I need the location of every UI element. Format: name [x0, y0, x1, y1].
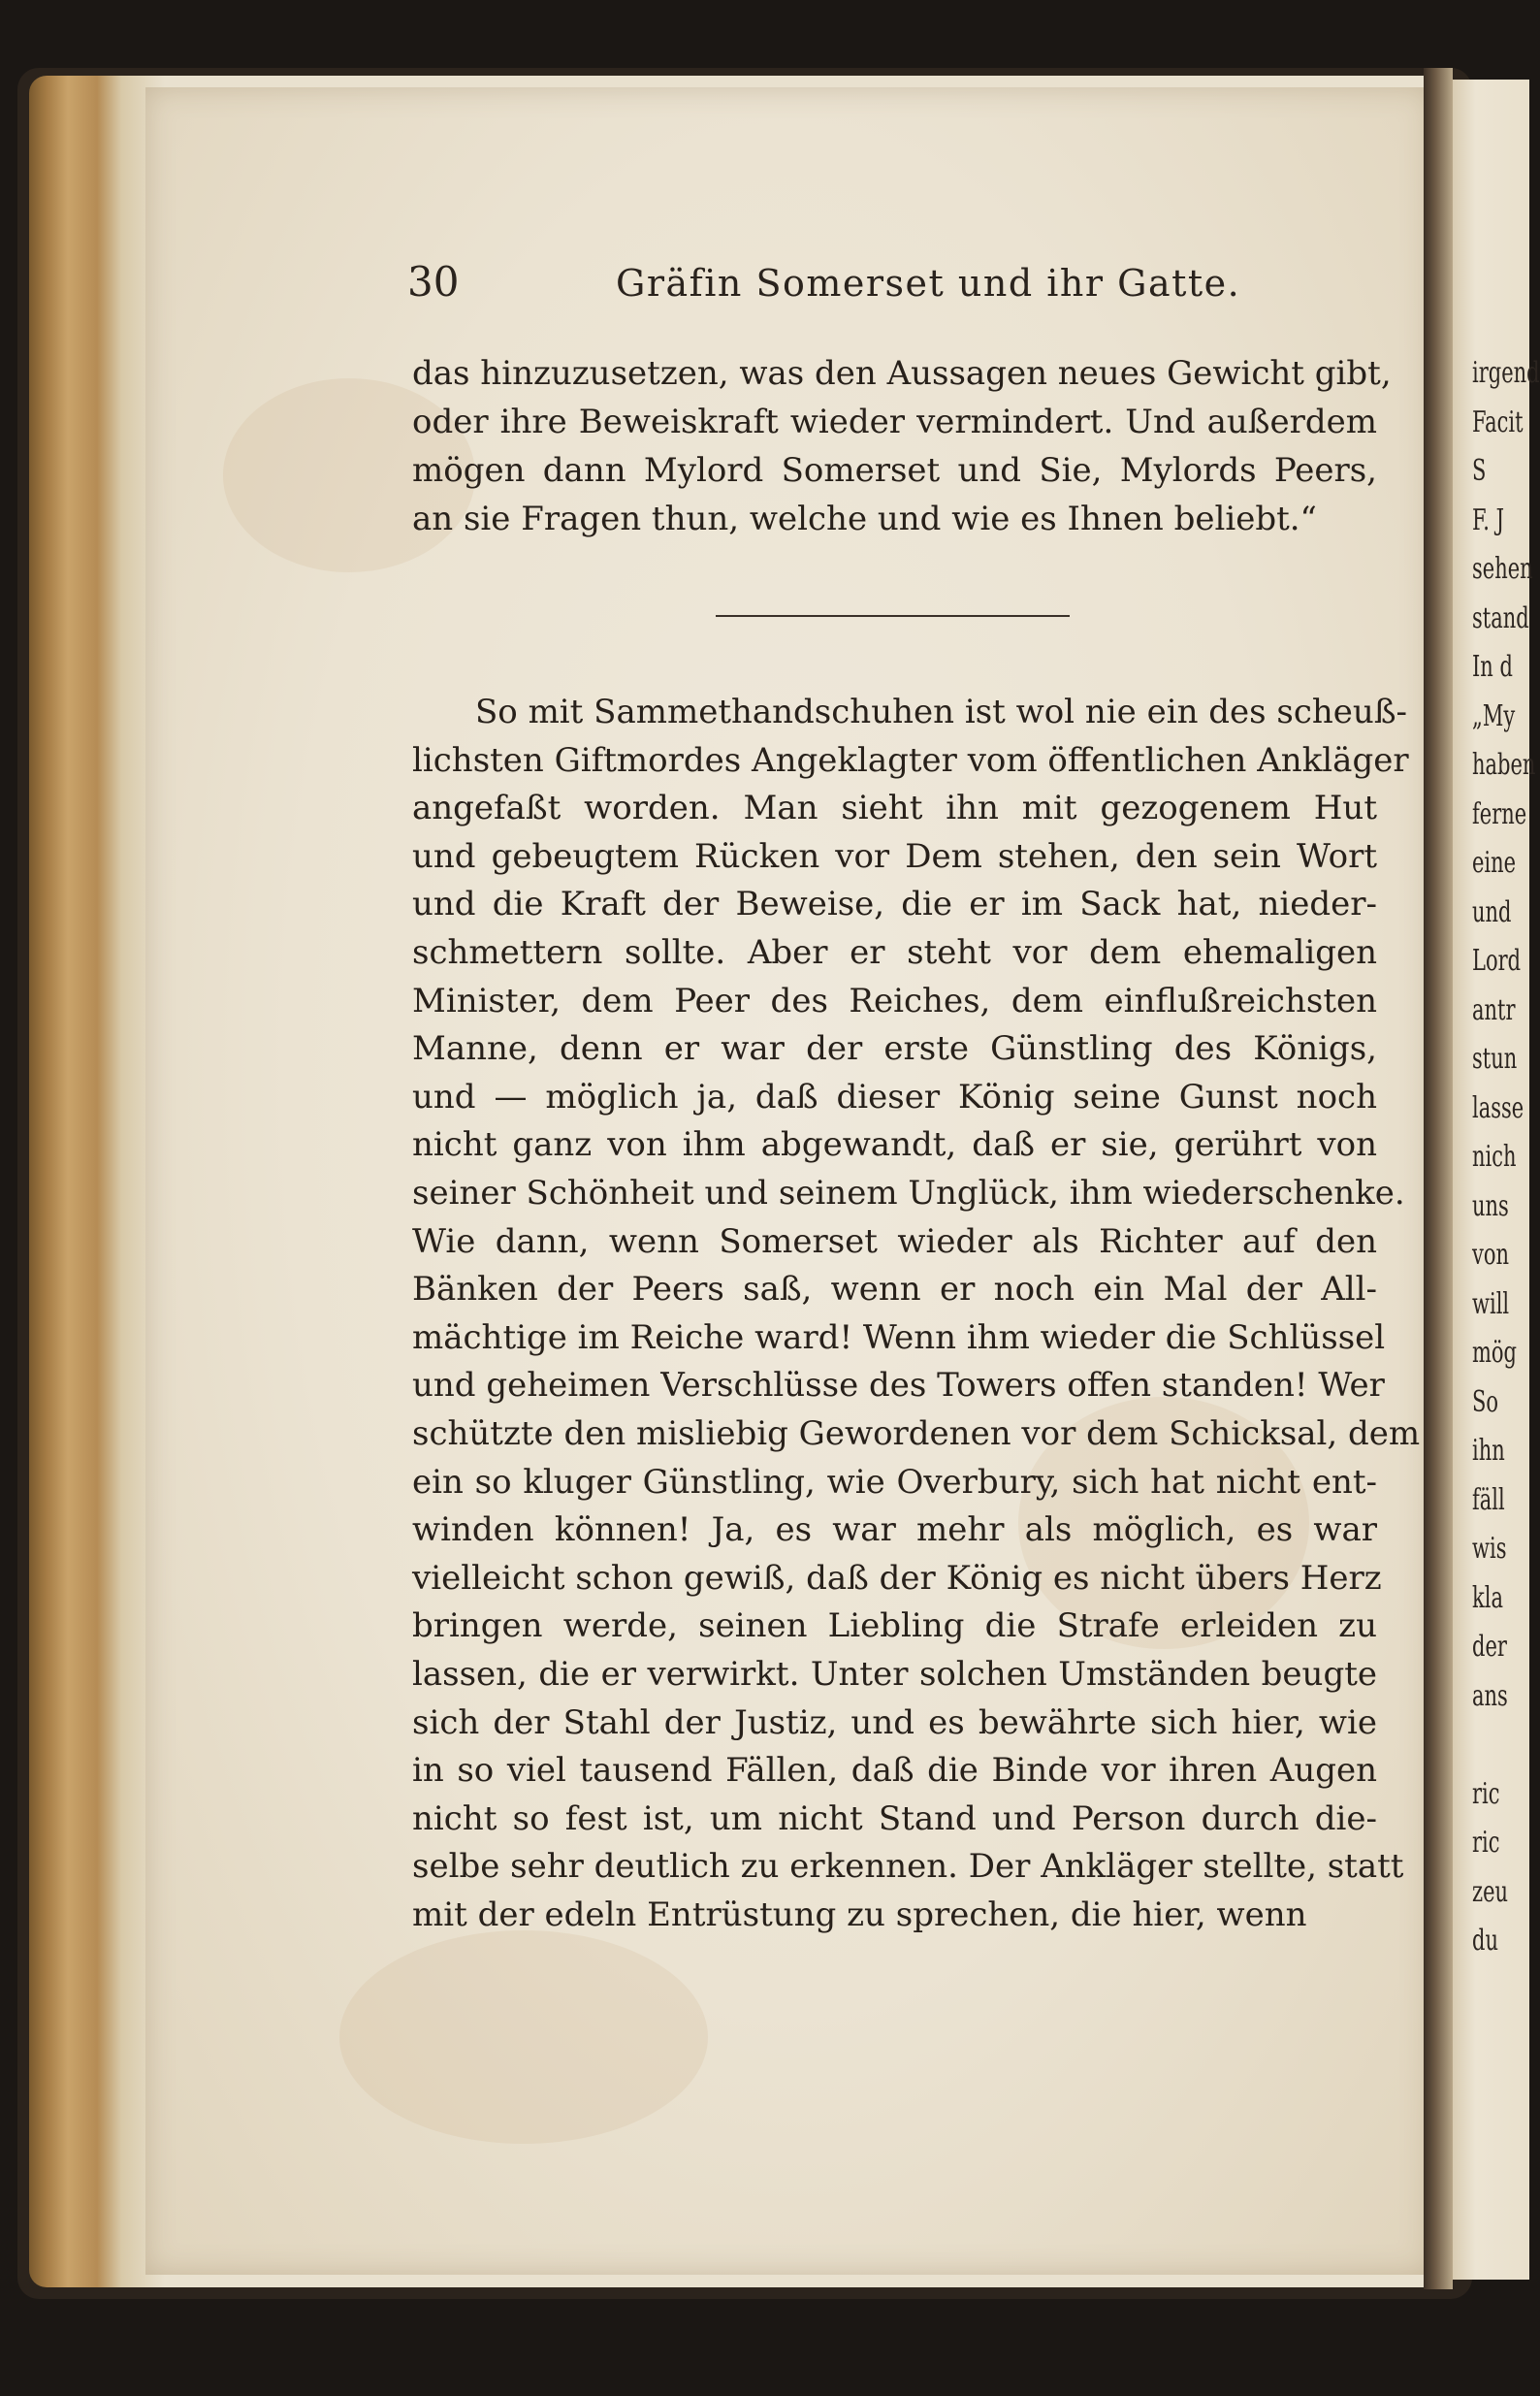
text-line: selbe sehr deutlich zu erkennen. Der Ankläger stellte, statt: [412, 1847, 1404, 1886]
next-page-fragment: uns: [1472, 1189, 1509, 1223]
text-line: und — möglich ja, daß dieser König seine Gunst noch: [412, 1078, 1377, 1117]
next-page-fragment: So: [1472, 1385, 1499, 1419]
text-line: angefaßt worden. Man sieht ihn mit gezogenem Hut: [412, 789, 1377, 827]
next-page-fragment: stun: [1472, 1042, 1518, 1076]
text-line: bringen werde, seinen Liebling die Strafe erleiden zu: [412, 1606, 1377, 1645]
book-gutter: [1424, 68, 1453, 2289]
text-line: sich der Stahl der Justiz, und es bewährte sich hier, wie: [412, 1703, 1377, 1742]
text-line: und die Kraft der Beweise, die er im Sack hat, nieder-: [412, 885, 1377, 923]
next-page-fragment: du: [1472, 1924, 1498, 1958]
next-page-fragment: ric: [1472, 1777, 1500, 1811]
running-title: Gräfin Somerset und ihr Gatte.: [616, 262, 1241, 305]
next-page-fragment: lasse: [1472, 1091, 1524, 1125]
next-page-fragment: wis: [1472, 1532, 1507, 1566]
next-page-fragment: kla: [1472, 1581, 1503, 1615]
next-page-fragment: der: [1472, 1630, 1507, 1664]
text-line: lassen, die er verwirkt. Unter solchen Umständen beugte: [412, 1655, 1377, 1694]
next-page-fragment: nich: [1472, 1140, 1517, 1174]
next-page-fragment: „My: [1472, 699, 1516, 733]
next-page-fragment: und: [1472, 895, 1512, 929]
next-page-fragment: In d: [1472, 650, 1513, 684]
right-page-edge: [1453, 80, 1540, 2280]
text-line: Minister, dem Peer des Reiches, dem einflußreichsten: [412, 982, 1377, 1020]
text-line: in so viel tausend Fällen, daß die Binde vor ihren Augen: [412, 1751, 1377, 1790]
section-divider: [716, 615, 1070, 617]
text-line: nicht ganz von ihm abgewandt, daß er sie, gerührt von: [412, 1125, 1377, 1164]
next-page-fragment: irgend: [1472, 356, 1540, 390]
text-line: Bänken der Peers saß, wenn er noch ein Mal der All-: [412, 1270, 1377, 1309]
next-page-fragment: S: [1472, 454, 1487, 488]
next-page-fragment: mög: [1472, 1336, 1518, 1370]
text-line: nicht so fest ist, um nicht Stand und Person durch die-: [412, 1799, 1377, 1838]
page-number: 30: [407, 258, 460, 306]
next-page-fragment: Facit: [1472, 405, 1524, 439]
text-line: Manne, denn er war der erste Günstling des Königs,: [412, 1029, 1377, 1068]
next-page-fragment: ans: [1472, 1679, 1508, 1713]
text-line: schmettern sollte. Aber er steht vor dem ehemaligen: [412, 933, 1377, 972]
next-page-fragment: ferne: [1472, 797, 1527, 831]
next-page-fragment: sehen: [1472, 552, 1533, 586]
text-line: mögen dann Mylord Somerset und Sie, Mylords Peers,: [412, 451, 1377, 490]
next-page-fragment: ihn: [1472, 1434, 1505, 1468]
text-line: So mit Sammethandschuhen ist wol nie ein des scheuß-: [475, 693, 1408, 731]
text-line: schützte den misliebig Gewordenen vor dem Schicksal, dem: [412, 1414, 1421, 1453]
text-line: winden können! Ja, es war mehr als möglich, es war: [412, 1510, 1377, 1549]
next-page-fragment: ric: [1472, 1826, 1500, 1860]
next-page-fragment: zeu: [1472, 1875, 1509, 1909]
text-line: oder ihre Beweiskraft wieder vermindert. Und außerdem: [412, 403, 1377, 441]
next-page-fragment: Lord: [1472, 944, 1522, 978]
text-line: Wie dann, wenn Somerset wieder als Richter auf den: [412, 1222, 1377, 1261]
next-page-fragment: stand: [1472, 601, 1529, 635]
text-line: ein so kluger Günstling, wie Overbury, sich hat nicht ent-: [412, 1463, 1377, 1502]
next-page-fragment: F. J: [1472, 503, 1505, 537]
next-page-fragment: will: [1472, 1287, 1510, 1321]
text-line: vielleicht schon gewiß, daß der König es nicht übers Herz: [412, 1559, 1382, 1598]
paper-stain: [339, 1930, 708, 2144]
next-page-fragment: fäll: [1472, 1483, 1505, 1517]
text-line: an sie Fragen thun, welche und wie es Ihnen beliebt.“: [412, 500, 1317, 538]
next-page-fragment: eine: [1472, 846, 1517, 880]
text-line: das hinzuzusetzen, was den Aussagen neues Gewicht gibt,: [412, 354, 1392, 393]
text-line: und geheimen Verschlüsse des Towers offen standen! Wer: [412, 1366, 1385, 1405]
next-page-fragment: von: [1472, 1238, 1510, 1272]
next-page-fragment: antr: [1472, 993, 1516, 1027]
text-line: mit der edeln Entrüstung zu sprechen, die hier, wenn: [412, 1895, 1307, 1934]
text-line: mächtige im Reiche ward! Wenn ihm wieder die Schlüssel: [412, 1318, 1386, 1357]
text-line: und gebeugtem Rücken vor Dem stehen, den sein Wort: [412, 837, 1377, 876]
next-page-fragment: haben: [1472, 748, 1536, 782]
text-line: lichsten Giftmordes Angeklagter vom öffentlichen Ankläger: [412, 741, 1409, 780]
text-line: seiner Schönheit und seinem Unglück, ihm wiederschenke.: [412, 1174, 1405, 1213]
